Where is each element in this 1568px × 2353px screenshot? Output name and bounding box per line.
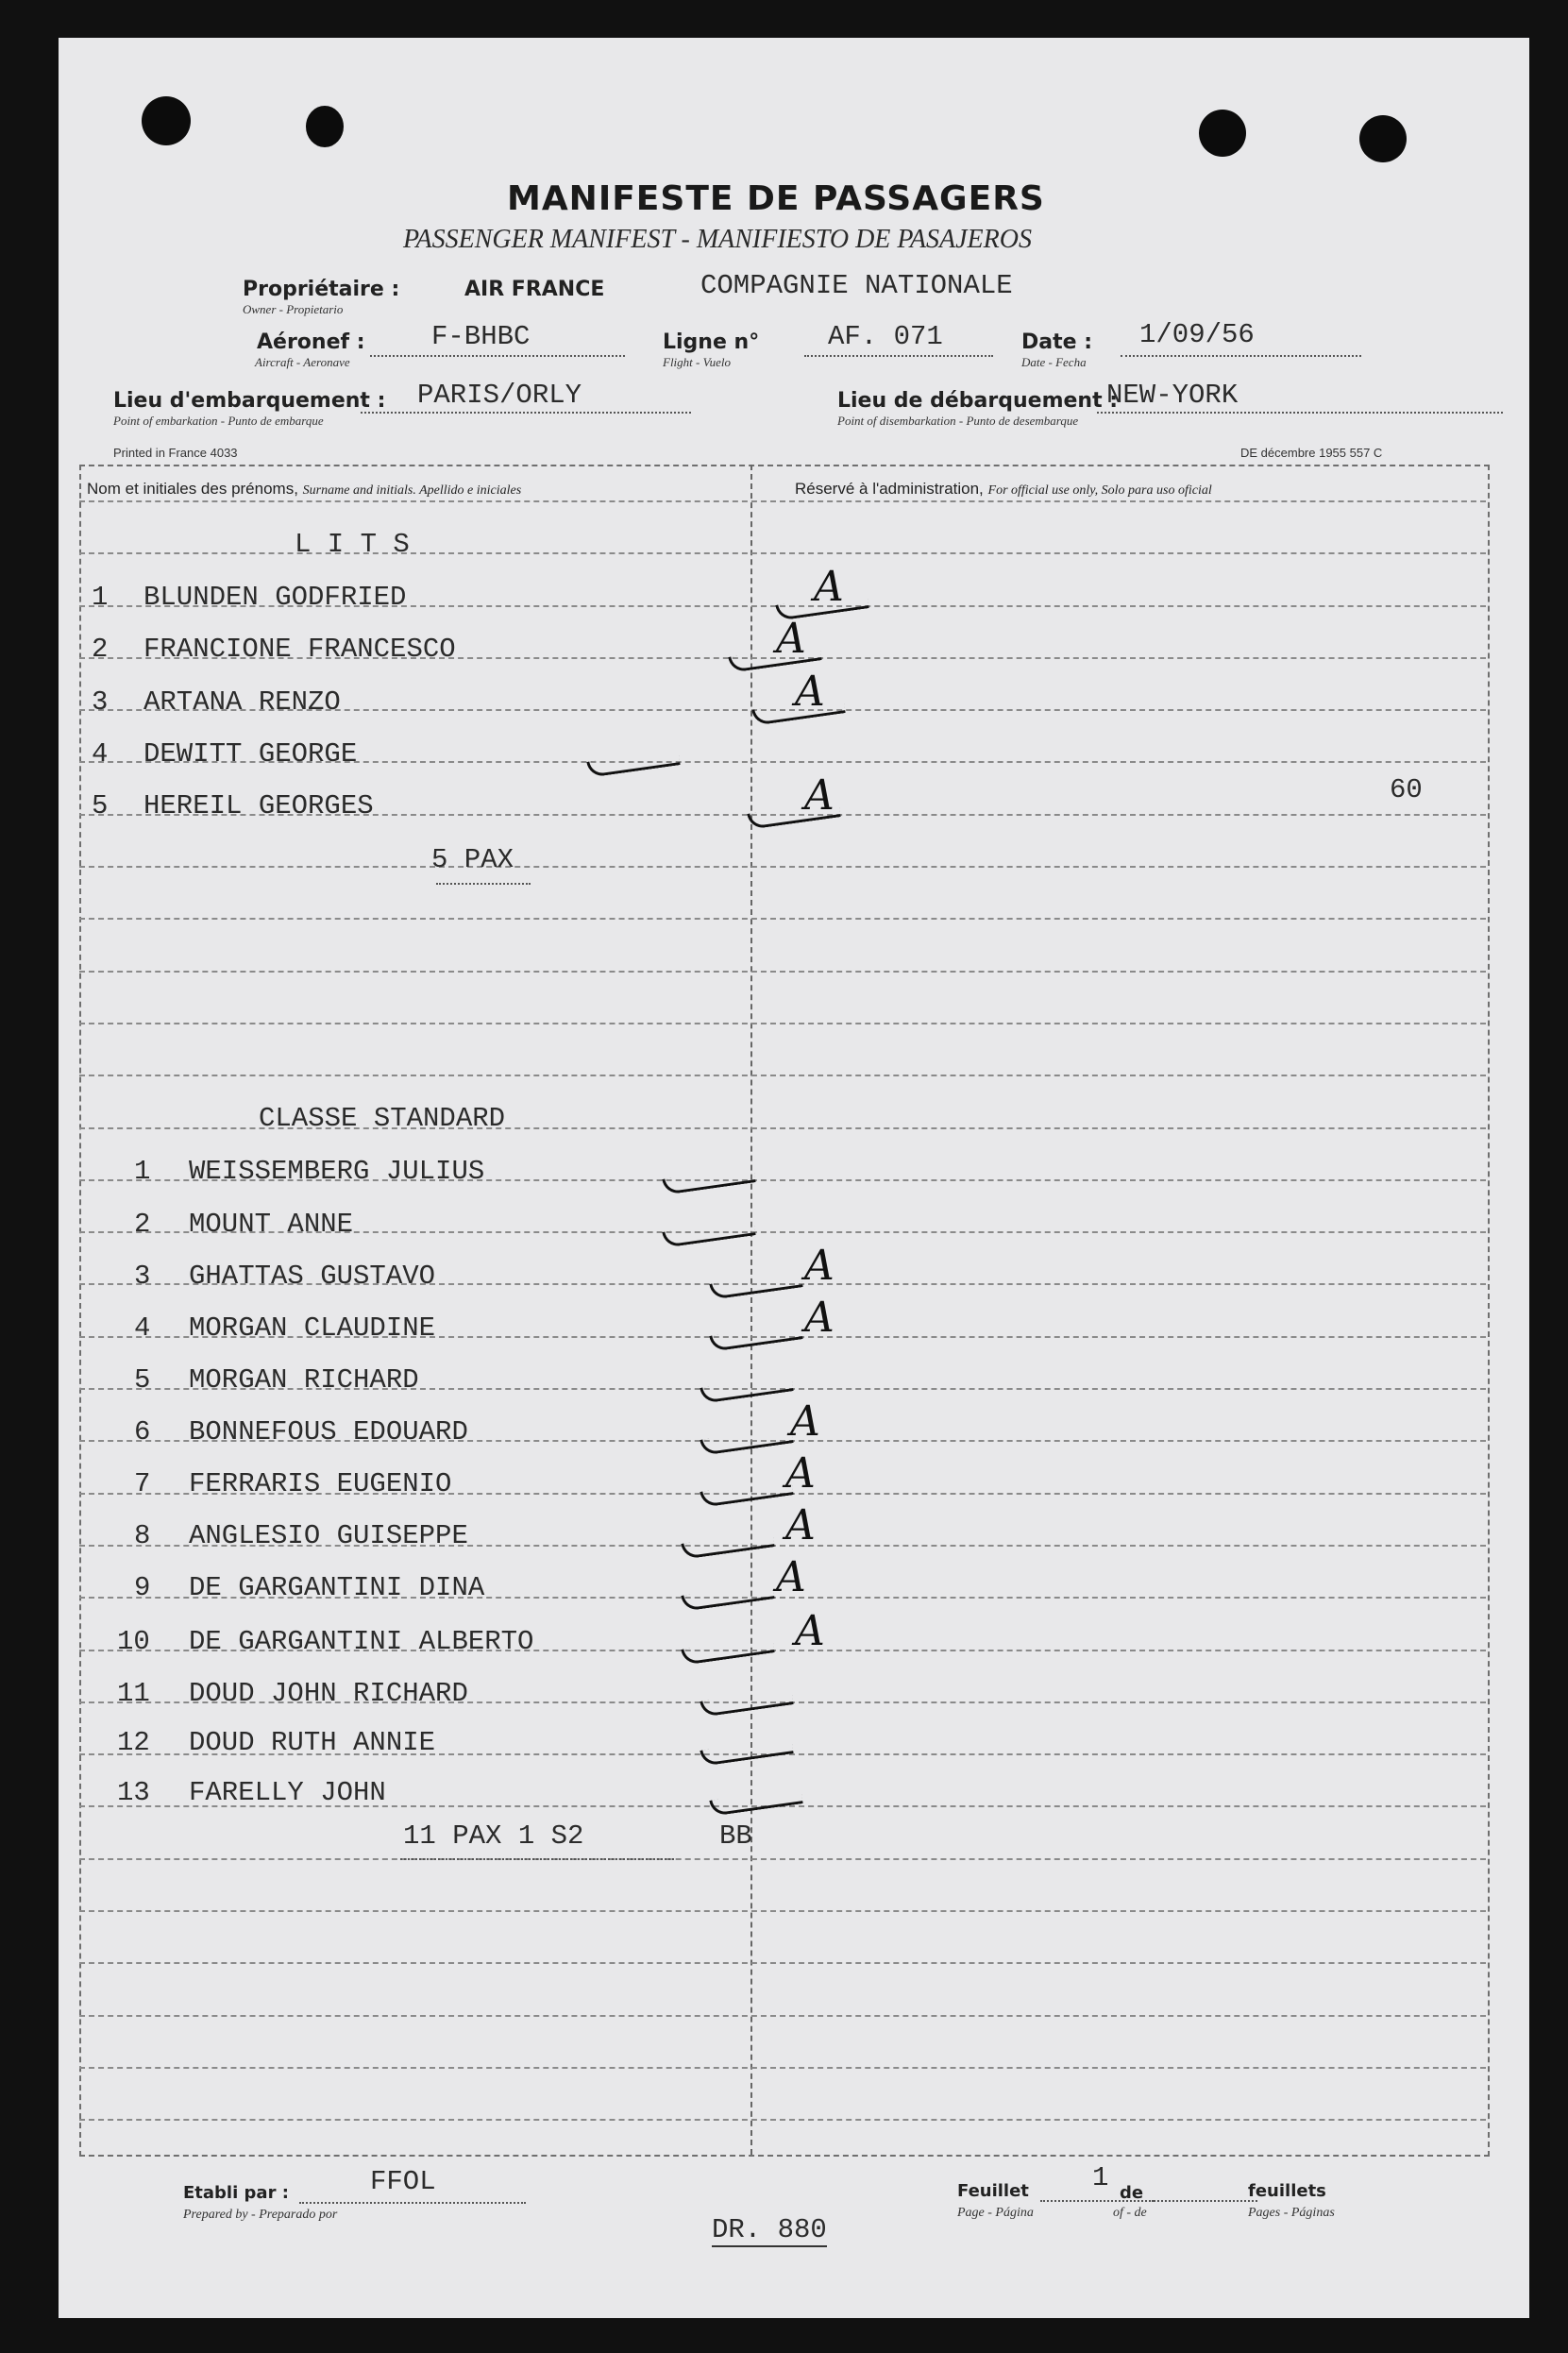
ruled-line: [79, 1023, 1486, 1024]
standard-name: MORGAN CLAUDINE: [189, 1312, 436, 1344]
standard-name: GHATTAS GUSTAVO: [189, 1261, 436, 1292]
flight-sublabel: Flight - Vuelo: [663, 355, 731, 369]
standard-num: 3: [134, 1261, 151, 1292]
standard-num: 5: [134, 1364, 151, 1396]
lits-name: HEREIL GEORGES: [143, 790, 374, 821]
owner-label: Propriétaire :: [243, 278, 400, 301]
embark-label: Lieu d'embarquement :: [113, 389, 386, 413]
prepared-value: FFOL: [370, 2166, 436, 2197]
lits-num: 5: [92, 790, 109, 821]
standard-name: ANGLESIO GUISEPPE: [189, 1520, 468, 1551]
lits-name: FRANCIONE FRANCESCO: [143, 634, 456, 665]
lits-name: BLUNDEN GODFRIED: [143, 582, 407, 613]
of-label: de: [1120, 2183, 1144, 2203]
lits-name: DEWITT GEORGE: [143, 738, 358, 770]
standard-num: 9: [134, 1572, 151, 1603]
prepared-label: Etabli par :: [183, 2183, 289, 2203]
lits-num: 4: [92, 738, 109, 770]
aircraft-value: F-BHBC: [431, 321, 531, 352]
punch-hole: [1199, 110, 1246, 157]
handwritten-mark: A: [785, 1449, 816, 1498]
ruled-line: [79, 2015, 1486, 2017]
dr-stamp: DR. 880: [712, 2214, 827, 2245]
owner-printed: AIR FRANCE: [464, 278, 605, 301]
handwritten-mark: A: [804, 771, 835, 820]
section-standard: CLASSE STANDARD: [259, 1103, 506, 1134]
sheet-label: Feuillet: [957, 2181, 1029, 2201]
handwritten-mark: A: [804, 1242, 835, 1290]
embark-value: PARIS/ORLY: [417, 380, 582, 411]
standard-name: FARELLY JOHN: [189, 1777, 386, 1808]
standard-bb: BB: [719, 1820, 752, 1852]
standard-num: 2: [134, 1209, 151, 1240]
punch-hole: [142, 96, 191, 145]
standard-num: 8: [134, 1520, 151, 1551]
handwritten-mark: A: [776, 615, 806, 663]
lits-num: 2: [92, 634, 109, 665]
flight-value: AF. 071: [828, 321, 943, 352]
embark-sublabel: Point of embarkation - Punto de embarque: [113, 414, 324, 428]
ruled-line: [79, 1962, 1486, 1964]
sheet-sublabel: Page - Página: [957, 2206, 1034, 2220]
punch-hole: [1359, 115, 1407, 162]
handwritten-mark: A: [795, 668, 825, 716]
standard-total: 11 PAX 1 S2: [403, 1820, 584, 1852]
handwritten-mark: A: [795, 1607, 825, 1655]
standard-name: WEISSEMBERG JULIUS: [189, 1156, 485, 1187]
standard-num: 13: [117, 1777, 150, 1808]
printed-note: Printed in France 4033: [113, 446, 238, 460]
ruled-line: [79, 866, 1486, 868]
standard-name: MORGAN RICHARD: [189, 1364, 419, 1396]
standard-name: DE GARGANTINI DINA: [189, 1572, 485, 1603]
standard-name: DE GARGANTINI ALBERTO: [189, 1626, 534, 1657]
ruled-line: [79, 552, 1486, 554]
table-divider: [750, 465, 752, 2155]
form-code: DE décembre 1955 557 C: [1240, 446, 1383, 460]
ruled-line: [79, 918, 1486, 920]
lits-num: 1: [92, 582, 109, 613]
handwritten-mark: A: [776, 1553, 806, 1601]
sheets-label: feuillets: [1248, 2181, 1326, 2201]
aircraft-label: Aéronef :: [257, 330, 365, 354]
standard-num: 7: [134, 1468, 151, 1499]
owner-sublabel: Owner - Propietario: [243, 302, 344, 316]
standard-num: 10: [117, 1626, 150, 1657]
standard-name: MOUNT ANNE: [189, 1209, 354, 1240]
sheet-value: 1: [1092, 2162, 1109, 2193]
date-sublabel: Date - Fecha: [1021, 355, 1087, 369]
owner-typed: COMPAGNIE NATIONALE: [700, 270, 1013, 301]
disembark-value: NEW-YORK: [1106, 380, 1239, 411]
ruled-line: [79, 971, 1486, 973]
lits-name: ARTANA RENZO: [143, 686, 341, 718]
ruled-line: [79, 500, 1486, 502]
ruled-line: [79, 2067, 1486, 2069]
ruled-line: [79, 1075, 1486, 1076]
lits-total: 5 PAX: [431, 844, 514, 875]
punch-hole: [306, 106, 344, 147]
ruled-line: [79, 1858, 1486, 1860]
disembark-sublabel: Point of disembarkation - Punto de desembarque: [837, 414, 1079, 428]
standard-name: DOUD RUTH ANNIE: [189, 1727, 436, 1758]
handwritten-mark: A: [814, 563, 844, 611]
standard-num: 6: [134, 1416, 151, 1447]
standard-name: DOUD JOHN RICHARD: [189, 1678, 468, 1709]
section-lits: L I T S: [295, 529, 410, 560]
flight-label: Ligne n°: [663, 330, 760, 354]
handwritten-mark: A: [785, 1501, 816, 1549]
disembark-label: Lieu de débarquement :: [837, 389, 1119, 413]
ruled-line: [79, 1910, 1486, 1912]
aircraft-sublabel: Aircraft - Aeronave: [255, 355, 350, 369]
note-60: 60: [1390, 774, 1423, 805]
col1-header: Nom et initiales des prénoms, Surname and initials. Apellido e iniciales: [87, 480, 522, 498]
date-value: 1/09/56: [1139, 319, 1255, 350]
handwritten-mark: A: [790, 1397, 820, 1446]
standard-num: 12: [117, 1727, 150, 1758]
manifest-subtitle: PASSENGER MANIFEST - MANIFIESTO DE PASAJEROS: [403, 225, 1032, 254]
sheets-sublabel: Pages - Páginas: [1248, 2206, 1335, 2220]
manifest-sheet: [59, 38, 1529, 2318]
standard-num: 1: [134, 1156, 151, 1187]
date-label: Date :: [1021, 330, 1093, 354]
prepared-sublabel: Prepared by - Preparado por: [183, 2208, 338, 2222]
ruled-line: [79, 2119, 1486, 2121]
handwritten-mark: A: [804, 1294, 835, 1342]
standard-num: 11: [117, 1678, 150, 1709]
standard-name: BONNEFOUS EDOUARD: [189, 1416, 468, 1447]
manifest-title: MANIFESTE DE PASSAGERS: [507, 179, 1045, 218]
col2-header: Réservé à l'administration, For official use only, Solo para uso oficial: [795, 480, 1212, 498]
of-sublabel: of - de: [1113, 2206, 1147, 2220]
standard-name: FERRARIS EUGENIO: [189, 1468, 452, 1499]
lits-num: 3: [92, 686, 109, 718]
standard-num: 4: [134, 1312, 151, 1344]
